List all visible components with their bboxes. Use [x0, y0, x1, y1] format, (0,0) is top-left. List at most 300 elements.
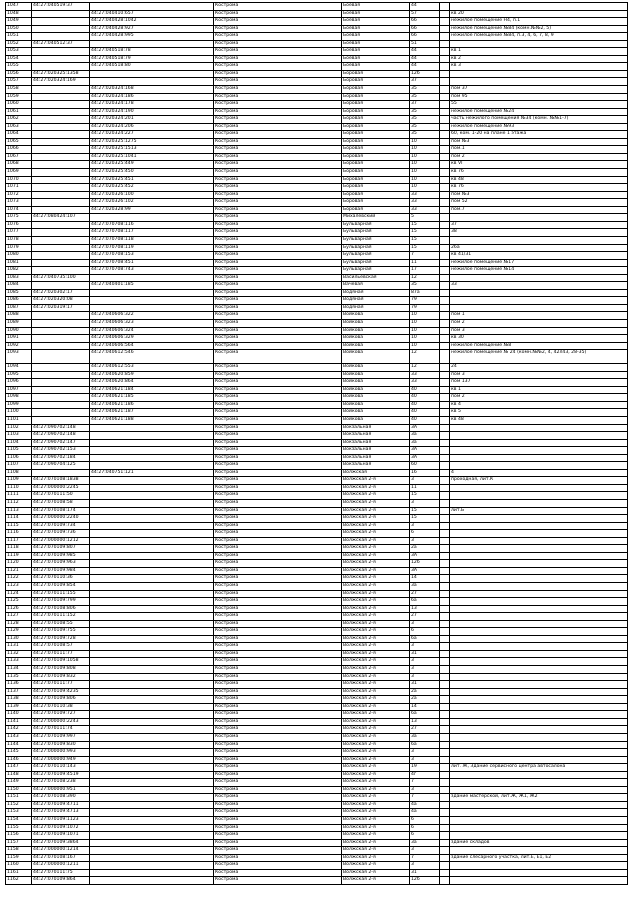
note-cell — [450, 236, 628, 244]
table-row — [6, 161, 628, 169]
city-cell: Кострома — [214, 191, 342, 199]
street-cell: Волжская 2-я — [342, 711, 410, 719]
unit-cell — [440, 386, 450, 394]
city-cell: Кострома — [214, 379, 342, 387]
note-cell — [450, 537, 628, 545]
premises-cadastral-number — [90, 274, 214, 282]
land-cadastral-number: 44:27:080424:107 — [32, 214, 90, 222]
register-table-body — [6, 3, 628, 885]
street-cell: Волжская 2-я — [342, 733, 410, 741]
note-cell: пом.7 — [450, 206, 628, 214]
note-cell — [450, 635, 628, 643]
note-cell — [450, 733, 628, 741]
land-cadastral-number: 44:27:070108:57 — [32, 643, 90, 651]
table-row — [6, 312, 628, 320]
land-cadastral-number: 44:27:070109:985 — [32, 552, 90, 560]
city-cell: Кострома — [214, 244, 342, 252]
street-cell: Бульварная — [342, 252, 410, 260]
table-row — [6, 477, 628, 485]
land-cadastral-number — [32, 206, 90, 214]
street-cell: Вокзальная — [342, 454, 410, 462]
city-cell: Кострома — [214, 703, 342, 711]
premises-cadastral-number: 44:27:040428:995 — [90, 33, 214, 41]
note-cell — [450, 688, 628, 696]
unit-cell — [440, 809, 450, 817]
street-cell: Волжская 2-я — [342, 583, 410, 591]
premises-cadastral-number — [90, 590, 214, 598]
house-number-cell: 3 — [410, 643, 440, 651]
note-cell — [450, 304, 628, 312]
city-cell: Кострома — [214, 726, 342, 734]
city-cell: Кострома — [214, 394, 342, 402]
note-cell: кв 48 — [450, 416, 628, 424]
unit-cell — [440, 635, 450, 643]
row-number: 1152 — [6, 801, 32, 809]
note-cell — [450, 530, 628, 538]
land-cadastral-number: 44:27:020325:1358 — [32, 70, 90, 78]
premises-cadastral-number: 44:27:040518:78 — [90, 48, 214, 56]
land-cadastral-number — [32, 55, 90, 63]
premises-cadastral-number — [90, 673, 214, 681]
row-number: 1090 — [6, 327, 32, 335]
row-number: 1095 — [6, 371, 32, 379]
city-cell: Кострома — [214, 816, 342, 824]
land-cadastral-number — [32, 108, 90, 116]
table-row — [6, 252, 628, 260]
street-cell: Волжская 2-я — [342, 522, 410, 530]
premises-cadastral-number — [90, 809, 214, 817]
unit-cell — [440, 862, 450, 870]
land-cadastral-number: 44:27:070109:4711 — [32, 801, 90, 809]
city-cell: Кострома — [214, 613, 342, 621]
land-cadastral-number: 44:27:070110:143 — [32, 764, 90, 772]
land-cadastral-number: 44:27:070109:854 — [32, 583, 90, 591]
land-cadastral-number — [32, 131, 90, 139]
city-cell: Кострома — [214, 176, 342, 184]
street-cell: Волжская 2-я — [342, 575, 410, 583]
note-cell — [450, 70, 628, 78]
table-row — [6, 530, 628, 538]
land-cadastral-number: 44:27:070108:174 — [32, 507, 90, 515]
unit-cell — [440, 259, 450, 267]
premises-cadastral-number: 44:27:040621:185 — [90, 394, 214, 402]
house-number-cell: 15 — [410, 229, 440, 237]
table-row — [6, 221, 628, 229]
street-cell: Волжская 2-я — [342, 869, 410, 877]
land-cadastral-number — [32, 176, 90, 184]
land-cadastral-number: 44:27:000000:2243 — [32, 718, 90, 726]
street-cell: Волжская 2-я — [342, 605, 410, 613]
premises-cadastral-number: 44:27:070708:451 — [90, 259, 214, 267]
note-cell: пом 37 — [450, 86, 628, 94]
premises-cadastral-number: 44:27:020324:178 — [90, 101, 214, 109]
table-row — [6, 703, 628, 711]
note-cell: 4 — [450, 469, 628, 477]
table-row — [6, 33, 628, 41]
note-cell — [450, 492, 628, 500]
table-row — [6, 650, 628, 658]
note-cell — [450, 809, 628, 817]
row-number: 1146 — [6, 756, 32, 764]
premises-cadastral-number: 44:27:020325:451 — [90, 176, 214, 184]
street-cell: Вокзальная — [342, 439, 410, 447]
city-cell: Кострома — [214, 319, 342, 327]
premises-cadastral-number — [90, 3, 214, 11]
unit-cell — [440, 282, 450, 290]
row-number: 1063 — [6, 123, 32, 131]
unit-cell — [440, 184, 450, 192]
land-cadastral-number: 44:27:070109:963 — [32, 560, 90, 568]
house-number-cell: 15 — [410, 492, 440, 500]
premises-cadastral-number — [90, 786, 214, 794]
house-number-cell: 3 — [410, 537, 440, 545]
land-cadastral-number: 44:27:040512:37 — [32, 40, 90, 48]
street-cell: Волжская 2-я — [342, 749, 410, 757]
city-cell: Кострома — [214, 658, 342, 666]
premises-cadastral-number — [90, 666, 214, 674]
unit-cell — [440, 25, 450, 33]
unit-cell — [440, 289, 450, 297]
land-cadastral-number — [32, 244, 90, 252]
land-cadastral-number — [32, 101, 90, 109]
unit-cell — [440, 583, 450, 591]
table-row — [6, 666, 628, 674]
row-number: 1137 — [6, 688, 32, 696]
table-row — [6, 809, 628, 817]
house-number-cell: 79 — [410, 297, 440, 305]
note-cell: нежилое помещение №84 (комн.№№2, 5) — [450, 25, 628, 33]
street-cell: Волжская 2-я — [342, 681, 410, 689]
land-cadastral-number — [32, 161, 90, 169]
row-number: 1054 — [6, 55, 32, 63]
premises-cadastral-number — [90, 756, 214, 764]
unit-cell — [440, 462, 450, 470]
unit-cell — [440, 454, 450, 462]
land-cadastral-number — [32, 116, 90, 124]
house-number-cell: 6 — [410, 530, 440, 538]
unit-cell — [440, 86, 450, 94]
premises-cadastral-number — [90, 214, 214, 222]
row-number: 1145 — [6, 749, 32, 757]
note-cell — [450, 439, 628, 447]
row-number: 1051 — [6, 33, 32, 41]
table-row — [6, 3, 628, 11]
street-cell: Волжская 2-я — [342, 530, 410, 538]
city-cell: Кострома — [214, 229, 342, 237]
city-cell: Кострома — [214, 342, 342, 350]
house-number-cell: 35 — [410, 282, 440, 290]
premises-cadastral-number — [90, 718, 214, 726]
street-cell: Боровая — [342, 78, 410, 86]
land-cadastral-number: 44:27:070109:807 — [32, 545, 90, 553]
note-cell — [450, 598, 628, 606]
land-cadastral-number — [32, 123, 90, 131]
land-cadastral-number — [32, 409, 90, 417]
unit-cell — [440, 756, 450, 764]
table-row — [6, 364, 628, 372]
house-number-cell: 79 — [410, 304, 440, 312]
city-cell: Кострома — [214, 590, 342, 598]
unit-cell — [440, 764, 450, 772]
city-cell: Кострома — [214, 567, 342, 575]
land-cadastral-number: 44:27:070109:832 — [32, 673, 90, 681]
table-row — [6, 779, 628, 787]
row-number: 1081 — [6, 259, 32, 267]
unit-cell — [440, 176, 450, 184]
unit-cell — [440, 801, 450, 809]
table-row — [6, 764, 628, 772]
note-cell: 26а — [450, 244, 628, 252]
land-cadastral-number — [32, 146, 90, 154]
unit-cell — [440, 236, 450, 244]
land-cadastral-number — [32, 33, 90, 41]
row-number: 1151 — [6, 794, 32, 802]
premises-cadastral-number — [90, 658, 214, 666]
land-cadastral-number: 44:27:070110:36 — [32, 575, 90, 583]
street-cell: Боевая — [342, 25, 410, 33]
premises-cadastral-number: 44:27:070708:116 — [90, 221, 214, 229]
house-number-cell: 3а — [410, 583, 440, 591]
unit-cell — [440, 854, 450, 862]
house-number-cell: 17 — [410, 267, 440, 275]
row-number: 1087 — [6, 304, 32, 312]
row-number: 1123 — [6, 583, 32, 591]
row-number: 1066 — [6, 146, 32, 154]
street-cell: Боровая — [342, 206, 410, 214]
unit-cell — [440, 161, 450, 169]
house-number-cell: 27 — [410, 726, 440, 734]
premises-cadastral-number: 44:27:040428:1042 — [90, 18, 214, 26]
row-number: 1135 — [6, 673, 32, 681]
row-number: 1140 — [6, 711, 32, 719]
table-row — [6, 138, 628, 146]
note-cell — [450, 650, 628, 658]
land-cadastral-number — [32, 335, 90, 343]
premises-cadastral-number — [90, 862, 214, 870]
note-cell: пом 3 — [450, 371, 628, 379]
street-cell: Волжская 2-я — [342, 507, 410, 515]
table-row — [6, 522, 628, 530]
table-row — [6, 416, 628, 424]
row-number: 1127 — [6, 613, 32, 621]
street-cell: Боровая — [342, 176, 410, 184]
house-number-cell: 13 — [410, 605, 440, 613]
note-cell — [450, 78, 628, 86]
house-number-cell: 6 — [410, 816, 440, 824]
unit-cell — [440, 221, 450, 229]
house-number-cell: 40 — [410, 386, 440, 394]
premises-cadastral-number — [90, 515, 214, 523]
table-row — [6, 620, 628, 628]
premises-cadastral-number: 44:27:040621:186 — [90, 401, 214, 409]
house-number-cell: 3а — [410, 432, 440, 440]
premises-cadastral-number — [90, 447, 214, 455]
note-cell: кв 1 — [450, 386, 628, 394]
street-cell: Волжская 2-я — [342, 726, 410, 734]
premises-cadastral-number: 44:27:020326:100 — [90, 191, 214, 199]
note-cell — [450, 605, 628, 613]
row-number: 1068 — [6, 161, 32, 169]
city-cell: Кострома — [214, 364, 342, 372]
premises-cadastral-number — [90, 741, 214, 749]
street-cell: Боровая — [342, 146, 410, 154]
row-number: 1131 — [6, 643, 32, 651]
land-cadastral-number — [32, 386, 90, 394]
unit-cell — [440, 658, 450, 666]
note-cell: кв 3 — [450, 63, 628, 71]
city-cell: Кострома — [214, 70, 342, 78]
row-number: 1154 — [6, 816, 32, 824]
note-cell — [450, 779, 628, 787]
note-cell: кв 5 — [450, 409, 628, 417]
premises-cadastral-number — [90, 462, 214, 470]
house-number-cell: 6 — [410, 832, 440, 840]
note-cell — [450, 877, 628, 885]
land-cadastral-number: 44:27:070109:4713 — [32, 809, 90, 817]
table-row — [6, 86, 628, 94]
note-cell: кв 20 — [450, 10, 628, 18]
city-cell: Кострома — [214, 635, 342, 643]
house-number-cell: 60 — [410, 462, 440, 470]
premises-cadastral-number — [90, 575, 214, 583]
city-cell: Кострома — [214, 18, 342, 26]
land-cadastral-number: 44:27:070108:167 — [32, 854, 90, 862]
premises-cadastral-number — [90, 703, 214, 711]
table-row — [6, 537, 628, 545]
premises-cadastral-number — [90, 869, 214, 877]
unit-cell — [440, 108, 450, 116]
land-cadastral-number — [32, 221, 90, 229]
street-cell: Волжская 2-я — [342, 839, 410, 847]
row-number: 1161 — [6, 869, 32, 877]
house-number-cell: 6а — [410, 635, 440, 643]
table-row — [6, 214, 628, 222]
table-row — [6, 515, 628, 523]
premises-cadastral-number — [90, 484, 214, 492]
city-cell: Кострома — [214, 312, 342, 320]
city-cell: Кострома — [214, 259, 342, 267]
note-cell: лит.Б — [450, 507, 628, 515]
table-row — [6, 771, 628, 779]
street-cell: Волжская 2-я — [342, 854, 410, 862]
house-number-cell: 12 — [410, 350, 440, 364]
house-number-cell: 10 — [410, 342, 440, 350]
city-cell: Кострома — [214, 86, 342, 94]
unit-cell — [440, 214, 450, 222]
row-number: 1162 — [6, 877, 32, 885]
premises-cadastral-number — [90, 794, 214, 802]
unit-cell — [440, 515, 450, 523]
city-cell: Кострома — [214, 809, 342, 817]
city-cell: Кострома — [214, 33, 342, 41]
row-number: 1069 — [6, 169, 32, 177]
unit-cell — [440, 10, 450, 18]
note-cell: кв 76 — [450, 169, 628, 177]
row-number: 1107 — [6, 462, 32, 470]
table-row — [6, 259, 628, 267]
house-number-cell: 3а — [410, 439, 440, 447]
premises-cadastral-number — [90, 650, 214, 658]
table-row — [6, 289, 628, 297]
premises-cadastral-number — [90, 424, 214, 432]
table-row — [6, 244, 628, 252]
row-number: 1091 — [6, 335, 32, 343]
city-cell: Кострома — [214, 537, 342, 545]
street-cell: Боровая — [342, 116, 410, 124]
row-number: 1121 — [6, 567, 32, 575]
city-cell: Кострома — [214, 598, 342, 606]
land-cadastral-number: 44:27:000000:2245 — [32, 484, 90, 492]
city-cell: Кострома — [214, 439, 342, 447]
street-cell: Волжская 2-я — [342, 628, 410, 636]
street-cell: Боровая — [342, 138, 410, 146]
note-cell — [450, 3, 628, 11]
unit-cell — [440, 560, 450, 568]
city-cell: Кострома — [214, 477, 342, 485]
street-cell: Боевая — [342, 33, 410, 41]
unit-cell — [440, 33, 450, 41]
house-number-cell: 10 — [410, 176, 440, 184]
land-cadastral-number: 44:27:000000:1212 — [32, 537, 90, 545]
note-cell — [450, 771, 628, 779]
premises-cadastral-number — [90, 749, 214, 757]
note-cell: 55 — [450, 101, 628, 109]
land-cadastral-number: 44:27:070109:864 — [32, 877, 90, 885]
street-cell: Волжская 2-я — [342, 779, 410, 787]
row-number: 1133 — [6, 658, 32, 666]
note-cell — [450, 643, 628, 651]
premises-cadastral-number: 44:27:040612:546 — [90, 350, 214, 364]
city-cell: Кострома — [214, 236, 342, 244]
street-cell: Водяная — [342, 289, 410, 297]
land-cadastral-number: 44:27:070111:74 — [32, 726, 90, 734]
table-row — [6, 274, 628, 282]
unit-cell — [440, 424, 450, 432]
city-cell: Кострома — [214, 484, 342, 492]
row-number: 1053 — [6, 48, 32, 56]
house-number-cell: 10 — [410, 312, 440, 320]
land-cadastral-number: 44:27:070109:984 — [32, 567, 90, 575]
premises-cadastral-number: 44:27:040606:329 — [90, 335, 214, 343]
row-number: 1136 — [6, 681, 32, 689]
street-cell: Боевая — [342, 48, 410, 56]
note-cell — [450, 590, 628, 598]
city-cell: Кострома — [214, 688, 342, 696]
street-cell: Волжская 2-я — [342, 877, 410, 885]
street-cell: Волжская 2-я — [342, 635, 410, 643]
table-row — [6, 10, 628, 18]
house-number-cell: 12б — [410, 877, 440, 885]
row-number: 1124 — [6, 590, 32, 598]
street-cell: Войкова — [342, 327, 410, 335]
house-number-cell: 3А — [410, 424, 440, 432]
land-cadastral-number — [32, 342, 90, 350]
note-cell: здание складов — [450, 839, 628, 847]
note-cell: кв 30 — [450, 335, 628, 343]
house-number-cell: 35 — [410, 93, 440, 101]
house-number-cell: 10 — [410, 327, 440, 335]
unit-cell — [440, 726, 450, 734]
house-number-cell: 3 — [410, 522, 440, 530]
premises-cadastral-number: 44:27:040606:323 — [90, 319, 214, 327]
note-cell — [450, 297, 628, 305]
note-cell: пом 95 — [450, 93, 628, 101]
house-number-cell: 3 — [410, 847, 440, 855]
land-cadastral-number — [32, 169, 90, 177]
unit-cell — [440, 733, 450, 741]
table-row — [6, 643, 628, 651]
land-cadastral-number: 44:27:070109:806 — [32, 696, 90, 704]
